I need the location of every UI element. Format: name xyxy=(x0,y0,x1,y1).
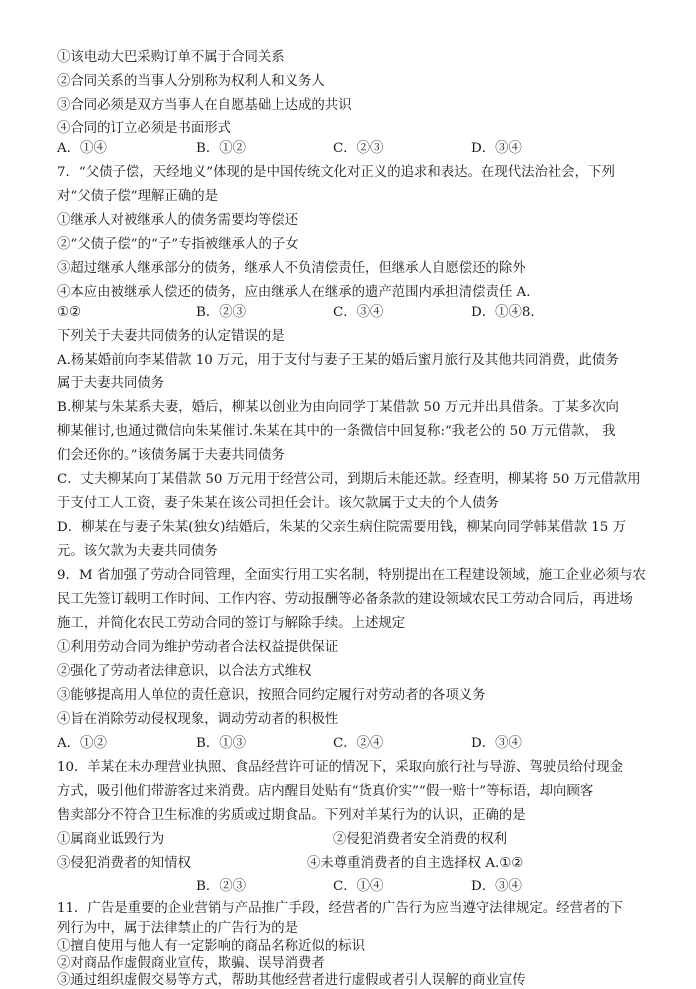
q7-statement-1: ①继承人对被继承人的债务需要均等偿还 xyxy=(57,213,299,228)
q6-option-c: C．②③ xyxy=(333,141,384,156)
q8-option-d-line-2: 元。该欠款为夫妻共同债务 xyxy=(57,544,218,559)
q8-option-b-line-1: B.柳某与朱某系夫妻，婚后，柳某以创业为由向同学丁某借款 50 万元并出具借条。丁某多次向 xyxy=(57,400,619,415)
q10-statement-2: ②侵犯消费者安全消费的权利 xyxy=(333,832,508,847)
q10-option-d: D．③④ xyxy=(471,879,522,894)
q9-statement-4: ④旨在消除劳动侵权现象，调动劳动者的积极性 xyxy=(57,712,339,727)
q7-option-c: C．③④ xyxy=(333,305,384,320)
q9-stem-line-2: 民工先签订载明工作时间、工作内容、劳动报酬等必备条款的建设领域农民工劳动合同后，再进场 xyxy=(57,592,633,607)
q6-statement-4: ④合同的订立必须是书面形式 xyxy=(57,121,232,136)
q10-stem-line-2: 方式，吸引他们带游客过来消费。店内醒目处贴有“货真价实”“假一赔十”等标语，却向顾客 xyxy=(57,784,594,799)
q10-statement-4: ④未尊重消费者的自主选择权 A.①② xyxy=(307,856,524,871)
q9-option-b: B．①③ xyxy=(196,736,247,751)
q7-statement-4: ④本应由被继承人偿还的债务，应由继承人在继承的遗产范围内承担清偿责任 A. xyxy=(57,285,531,300)
q10-option-b: B．②③ xyxy=(196,879,247,894)
q7-stem-line-2: 对“父债子偿”理解正确的是 xyxy=(57,189,218,204)
q11-stem-line-2: 列行为中，属于法律禁止的广告行为的是 xyxy=(57,921,299,936)
q7-option-d: D．①④8. xyxy=(471,305,535,320)
q10-statement-3: ③侵犯消费者的知情权 xyxy=(57,856,191,871)
q8-stem: 下列关于夫妻共同债务的认定错误的是 xyxy=(57,329,285,344)
q9-statement-1: ①利用劳动合同为维护劳动者合法权益提供保证 xyxy=(57,640,339,655)
q9-option-a: A．①② xyxy=(57,736,107,751)
q6-option-d: D．③④ xyxy=(471,141,522,156)
q7-statement-2: ②“父债子偿”的“子”专指被继承人的子女 xyxy=(57,237,299,252)
q11-statement-1: ①擅自使用与他人有一定影响的商品名称近似的标识 xyxy=(57,939,365,954)
q6-option-a: A．①④ xyxy=(57,141,107,156)
q9-option-c: C．②④ xyxy=(333,736,384,751)
q8-option-a-line-2: 属于夫妻共同债务 xyxy=(57,376,165,391)
q10-stem-line-3: 售卖部分不符合卫生标准的劣质或过期食品。下列对羊某行为的认识，正确的是 xyxy=(57,808,526,823)
q7-stem-line-1: 7．“父债子偿，天经地义”体现的是中国传统文化对正义的追求和表达。在现代法治社会，下列 xyxy=(57,165,615,180)
q8-option-d-line-1: D．柳某在与妻子朱某(独女)结婚后，朱某的父亲生病住院需要用钱，柳某向同学韩某借款 15 万 xyxy=(57,520,626,535)
q10-statement-1: ①属商业诋毁行为 xyxy=(57,832,165,847)
q9-stem-line-1: 9．M 省加强了劳动合同管理，全面实行用工实名制，特别提出在工程建设领域，施工企业必须与农 xyxy=(57,568,646,583)
q8-option-b-line-3: 们会还你的。”该债务属于夫妻共同债务 xyxy=(57,448,285,463)
q7-option-a: ①② xyxy=(57,305,82,320)
q7-option-b: B．②③ xyxy=(196,305,247,320)
q10-stem-line-1: 10．羊某在未办理营业执照、食品经营许可证的情况下，采取向旅行社与导游、驾驶员给付现金 xyxy=(57,760,624,775)
q9-statement-2: ②强化了劳动者法律意识，以合法方式维权 xyxy=(57,664,312,679)
q7-statement-3: ③超过继承人继承部分的债务，继承人不负清偿责任，但继承人自愿偿还的除外 xyxy=(57,261,526,276)
q9-option-d: D．③④ xyxy=(471,736,522,751)
q11-statement-3: ③通过组织虚假交易等方式，帮助其他经营者进行虚假或者引人误解的商业宣传 xyxy=(57,973,526,988)
q9-stem-line-3: 施工，并简化农民工劳动合同的签订与解除手续。上述规定 xyxy=(57,616,406,631)
q6-statement-2: ②合同关系的当事人分别称为权利人和义务人 xyxy=(57,74,325,89)
q6-statement-1: ①该电动大巴采购订单不属于合同关系 xyxy=(57,50,285,65)
q8-option-c-line-1: C．丈夫柳某向丁某借款 50 万元用于经营公司，到期后未能还款。经查明，柳某将 50 万元借款用 xyxy=(57,472,641,487)
q6-option-b: B．①② xyxy=(196,141,247,156)
q10-option-c: C．①④ xyxy=(333,879,384,894)
q6-statement-3: ③合同必须是双方当事人在自愿基础上达成的共识 xyxy=(57,98,352,113)
q8-option-b-line-2: 柳某催讨,也通过微信向朱某催讨.朱某在其中的一条微信中回复称:“我老公的 50 万元借款， 我 xyxy=(57,424,616,439)
q8-option-c-line-2: 于支付工人工资，妻子朱某在该公司担任会计。该欠款属于丈夫的个人债务 xyxy=(57,496,499,511)
q8-option-a-line-1: A.杨某婚前向李某借款 10 万元，用于支付与妻子王某的婚后蜜月旅行及其他共同消费，此债务 xyxy=(57,353,619,368)
q11-statement-2: ②对商品作虚假商业宣传，欺骗、误导消费者 xyxy=(57,956,325,971)
q11-stem-line-1: 11．广告是重要的企业营销与产品推广手段，经营者的广告行为应当遵守法律规定。经营者的下 xyxy=(57,901,624,916)
q9-statement-3: ③能够提高用人单位的责任意识，按照合同约定履行对劳动者的各项义务 xyxy=(57,688,486,703)
